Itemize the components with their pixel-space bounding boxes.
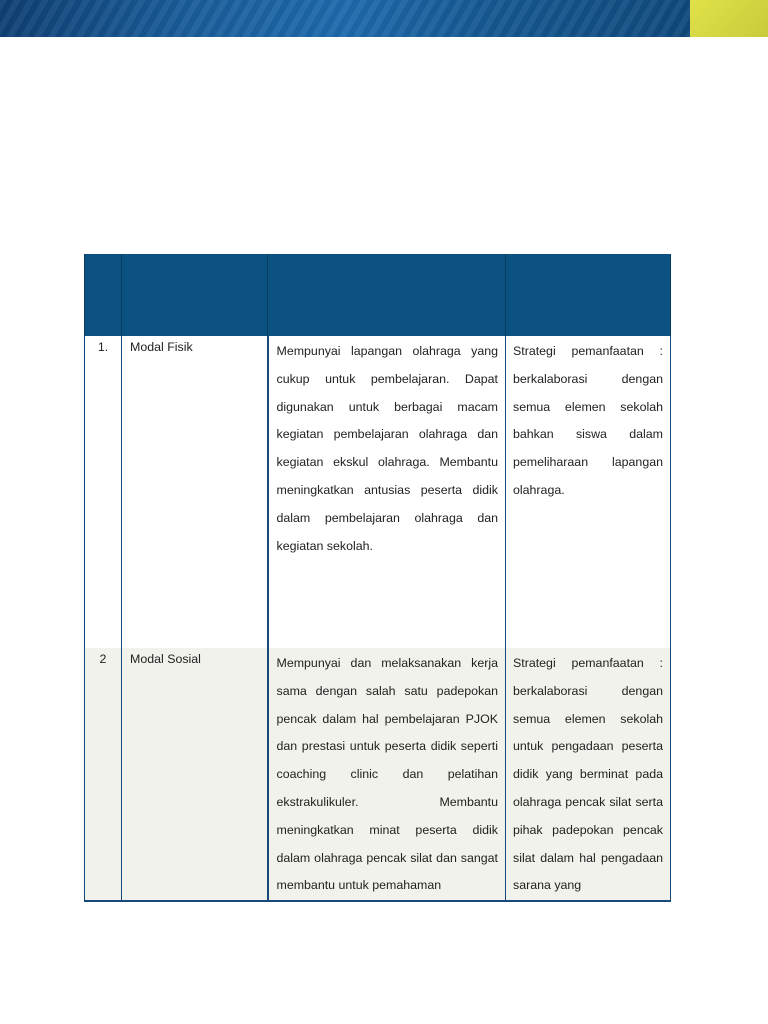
row-description	[268, 336, 506, 648]
header-row	[85, 254, 671, 336]
table-row	[85, 648, 671, 901]
banner-accent	[690, 0, 768, 37]
banner-texture	[0, 0, 768, 37]
row-strategy	[506, 336, 671, 648]
data-table	[84, 254, 671, 902]
table-header	[85, 254, 671, 336]
row-number	[85, 336, 122, 648]
row-number-text: 2	[99, 652, 107, 666]
row-number-text: 1.	[97, 340, 109, 354]
top-banner	[0, 0, 768, 37]
header-cell-no	[85, 254, 122, 336]
row-strategy-text: Strategi pemanfaatan : berkalaborasi dengan semua elemen sekolah untuk pengadaan peserta didik yang berminat pada olahraga pencak silat serta pihak padepokan pencak silat dalam hal pengadaan sarana yang	[513, 656, 663, 893]
header-cell-description	[268, 254, 506, 336]
row-description-text: Mempunyai lapangan olahraga yang cukup untuk pembelajaran. Dapat digunakan untuk berbagai macam kegiatan pembelajaran olahraga dan kegiatan ekskul olahraga. Membantu meningkatkan antusias peserta didik dalam pembelajaran olahraga dan kegiatan sekolah.	[276, 344, 498, 553]
row-name-text: Modal Fisik	[130, 340, 193, 354]
row-description	[268, 648, 506, 901]
row-number	[85, 648, 122, 901]
row-strategy	[506, 648, 671, 901]
row-name	[122, 648, 268, 901]
row-name	[122, 336, 268, 648]
header-cell-name	[122, 254, 268, 336]
header-cell-strategy	[506, 254, 671, 336]
table-row	[85, 336, 671, 648]
row-description-text: Mempunyai dan melaksanakan kerja sama dengan salah satu padepokan pencak dalam hal pembelajaran PJOK dan prestasi untuk peserta didik seperti coaching clinic dan pelatihan ekstrakulikuler. Membantu meningkatkan minat peserta didik dalam olahraga pencak silat dan sangat membantu untuk pemahaman	[276, 656, 498, 893]
row-name-text: Modal Sosial	[130, 652, 201, 666]
row-strategy-text: Strategi pemanfaatan : berkalaborasi dengan semua elemen sekolah bahkan siswa dalam pemeliharaan lapangan olahraga.	[513, 344, 663, 497]
